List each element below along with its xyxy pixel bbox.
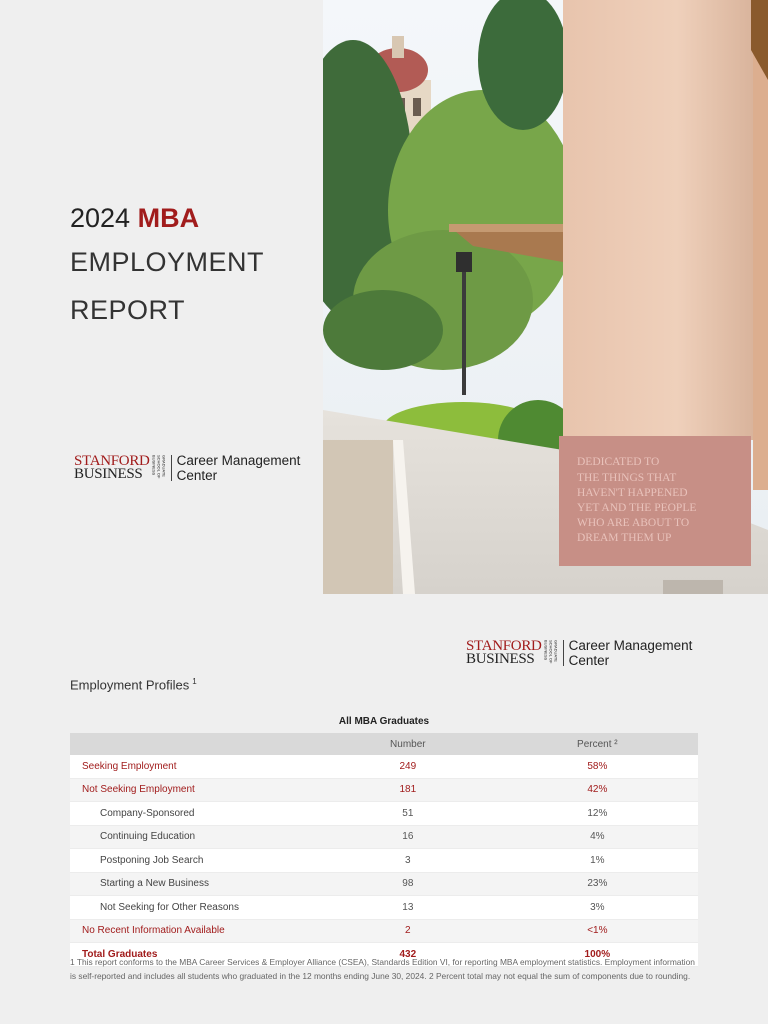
inscription-line: DEDICATED TO bbox=[577, 456, 660, 468]
column-group-header: All MBA Graduates bbox=[338, 716, 430, 727]
inscription-line: YET AND THE PEOPLE bbox=[577, 502, 697, 514]
logo-business: BUSINESS bbox=[466, 651, 535, 667]
header-cell-percent: Percent ² bbox=[497, 733, 698, 755]
row-label: Not Seeking Employment bbox=[70, 778, 319, 802]
section-title-text: Employment Profiles bbox=[70, 677, 190, 693]
table-row bbox=[70, 755, 698, 778]
row-number: 432 bbox=[319, 943, 497, 967]
row-number: 16 bbox=[319, 825, 497, 849]
logo-cmc-line1: Career Management bbox=[568, 638, 693, 653]
row-number: 2 bbox=[319, 919, 497, 943]
inscription-line: HAVEN'T HAPPENED bbox=[577, 487, 688, 499]
inscription-line: THE THINGS THAT bbox=[577, 472, 677, 484]
footnote-ref: 1 bbox=[192, 677, 197, 686]
campus-photo bbox=[323, 0, 768, 594]
row-label: Company-Sponsored bbox=[70, 802, 319, 826]
row-number: 181 bbox=[319, 778, 497, 802]
row-percent: 12% bbox=[497, 802, 698, 826]
logo-divider bbox=[171, 455, 172, 481]
header-cell-number: Number bbox=[319, 733, 497, 755]
row-label: Postponing Job Search bbox=[70, 849, 319, 873]
row-number: 13 bbox=[319, 896, 497, 920]
logo-school-text: GRADUATE SCHOOL OF BUSINESS bbox=[151, 455, 167, 479]
row-percent: 58% bbox=[497, 755, 698, 778]
logo-school-text: GRADUATE SCHOOL OF BUSINESS bbox=[543, 640, 559, 664]
row-percent: 4% bbox=[497, 825, 698, 849]
row-label: Not Seeking for Other Reasons bbox=[70, 896, 319, 920]
logo-cmc-line1: Career Management bbox=[176, 453, 301, 468]
row-number: 3 bbox=[319, 849, 497, 873]
report-title bbox=[70, 198, 264, 334]
table-row bbox=[70, 849, 698, 873]
row-label: Seeking Employment bbox=[70, 755, 319, 778]
title-line-report: REPORT bbox=[70, 295, 186, 325]
row-percent: 23% bbox=[497, 872, 698, 896]
row-label: No Recent Information Available bbox=[70, 919, 319, 943]
employment-profiles-table bbox=[70, 733, 698, 967]
table-row bbox=[70, 802, 698, 826]
table-row bbox=[70, 825, 698, 849]
table-row bbox=[70, 919, 698, 943]
row-number: 98 bbox=[319, 872, 497, 896]
row-label: Continuing Education bbox=[70, 825, 319, 849]
table-header-row bbox=[70, 733, 698, 755]
inscription-line: DREAM THEM UP bbox=[577, 532, 672, 544]
row-percent: <1% bbox=[497, 919, 698, 943]
section-title bbox=[70, 677, 197, 692]
logo-cmc-line2: Center bbox=[568, 653, 610, 668]
row-percent: 1% bbox=[497, 849, 698, 873]
inscription-line: WHO ARE ABOUT TO bbox=[577, 517, 690, 529]
title-degree: MBA bbox=[137, 203, 200, 233]
table-row bbox=[70, 872, 698, 896]
table-row bbox=[70, 896, 698, 920]
logo-stanford: STANFORD bbox=[74, 453, 150, 469]
gsb-cmc-logo-small bbox=[466, 638, 692, 668]
row-percent: 100% bbox=[497, 943, 698, 967]
row-number: 249 bbox=[319, 755, 497, 778]
row-percent: 3% bbox=[497, 896, 698, 920]
row-percent: 42% bbox=[497, 778, 698, 802]
title-year: 2024 bbox=[70, 203, 131, 233]
logo-business: BUSINESS bbox=[74, 466, 143, 482]
table-row bbox=[70, 778, 698, 802]
header-cell bbox=[70, 733, 319, 755]
logo-cmc-line2: Center bbox=[176, 468, 218, 483]
logo-divider bbox=[563, 640, 564, 666]
row-label: Total Graduates bbox=[70, 943, 319, 967]
gsb-cmc-logo bbox=[74, 453, 300, 483]
row-label: Starting a New Business bbox=[70, 872, 319, 896]
title-line-employment: EMPLOYMENT bbox=[70, 247, 265, 277]
row-number: 51 bbox=[319, 802, 497, 826]
logo-stanford: STANFORD bbox=[466, 638, 542, 654]
footnote: 1 This report conforms to the MBA Career Services & Employer Alliance (CSEA), Standards Edition VI, for reporting MBA employment statistics. Employment information is self-reported and includes all students who graduated in the 12 months ending June 30, 2024. 2 Percent total may not equal the sum of components due to rounding. bbox=[70, 957, 695, 981]
campus-photo-illustration bbox=[323, 0, 768, 594]
